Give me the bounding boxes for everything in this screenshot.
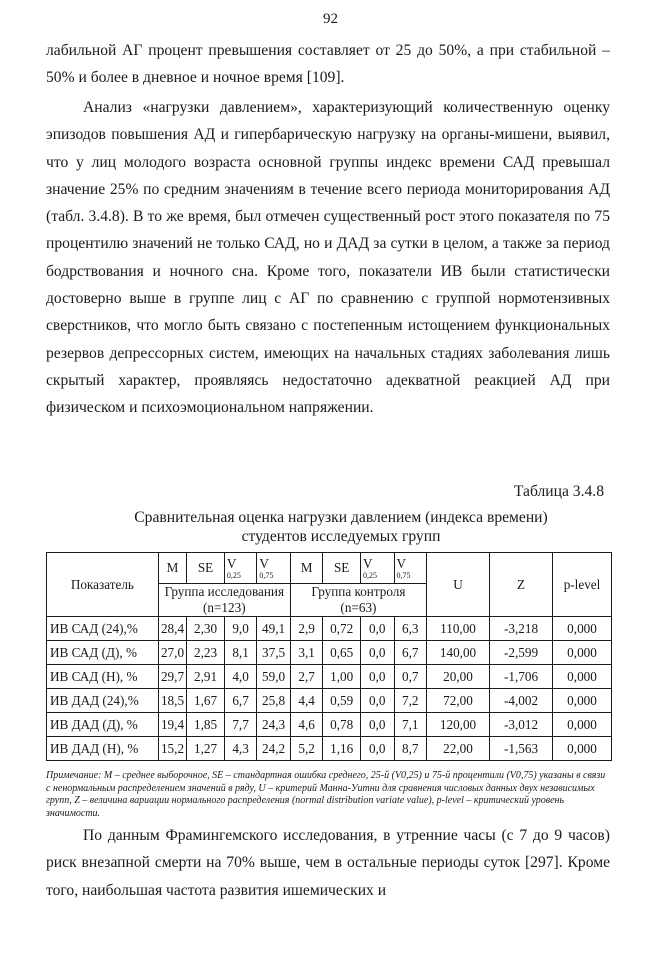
cell-p: 0,000 [553,737,612,761]
cell-m-study: 28,4 [158,617,186,641]
table-label: Таблица 3.4.8 [513,483,604,500]
header-u: U [427,553,490,617]
cell-v75-study: 24,2 [257,737,291,761]
cell-v25-study: 7,7 [224,713,257,737]
cell-se-control: 0,59 [323,689,361,713]
cell-v75-control: 6,3 [394,617,427,641]
v-subscript: 0,25 [362,571,377,580]
row-indicator: ИВ САД (24),% [47,617,159,641]
v-label: V [362,556,373,571]
cell-v25-study: 4,0 [224,665,257,689]
cell-v25-study: 6,7 [224,689,257,713]
cell-m-study: 27,0 [158,641,186,665]
row-indicator: ИВ ДАД (Н), % [47,737,159,761]
header-m-control: M [290,553,323,584]
cell-u: 20,00 [427,665,490,689]
table-row [47,665,612,689]
cell-v75-study: 25,8 [257,689,291,713]
cell-v75-study: 37,5 [257,641,291,665]
cell-v75-control: 7,2 [394,689,427,713]
table-title-line-1: Сравнительная оценка нагрузки давлением (индекса времени) [134,509,548,526]
header-row-1 [47,553,612,584]
cell-se-study: 1,67 [187,689,225,713]
cell-v25-control: 0,0 [360,641,394,665]
cell-m-study: 29,7 [158,665,186,689]
cell-v75-control: 8,7 [394,737,427,761]
row-indicator: ИВ САД (Д), % [47,641,159,665]
cell-v25-control: 0,0 [360,617,394,641]
cell-z: -3,012 [490,713,553,737]
cell-v25-control: 0,0 [360,713,394,737]
cell-se-study: 2,30 [187,617,225,641]
row-indicator: ИВ ДАД (Д), % [47,713,159,737]
paragraph-3: По данным Фрамингемского исследования, в утренние часы (с 7 до 9 часов) риск внезапной смерти на 70% выше, чем в остальные периоды суток [297]. Кроме того, наибольшая частота развития ишемических и [46,827,610,899]
cell-m-study: 15,2 [158,737,186,761]
paragraph-1: лабильной АГ процент превышения составляет от 25 до 50%, а при стабильной – 50% и более в дневное и ночное время [109]. [46,42,610,87]
cell-v25-study: 4,3 [224,737,257,761]
v-subscript: 0,25 [226,571,241,580]
cell-v25-study: 8,1 [224,641,257,665]
cell-v25-control: 0,0 [360,665,394,689]
cell-se-study: 2,23 [187,641,225,665]
cell-z: -3,218 [490,617,553,641]
cell-se-study: 2,91 [187,665,225,689]
cell-v75-study: 24,3 [257,713,291,737]
cell-z: -4,002 [490,689,553,713]
table-row [47,617,612,641]
table-title-line-2: студентов исследуемых групп [241,528,441,545]
cell-u: 140,00 [427,641,490,665]
table-title [46,508,636,546]
v-label: V [396,556,407,571]
cell-se-control: 1,00 [323,665,361,689]
cell-se-study: 1,27 [187,737,225,761]
cell-v75-study: 59,0 [257,665,291,689]
table-row [47,713,612,737]
header-group-study: Группа исследования (n=123) [158,584,290,617]
header-v25-study [224,553,257,584]
header-v75-control [394,553,427,584]
cell-se-study: 1,85 [187,713,225,737]
cell-p: 0,000 [553,617,612,641]
cell-v25-control: 0,0 [360,689,394,713]
table-note: Примечание: M – среднее выборочное, SE – стандартная ошибка среднего, 25-й (V0,25) и 75-й процентили (V0,75) указаны в связи с ненормальным распределением значений в ряду, U – критерий Манна-Уитни для сравнения числовых данных двух независимых групп, Z – величина вариации нормального распределения (normal distribution variate value), p-level – критический уровень значимости. [46,770,606,819]
page-number: 92 [323,11,338,27]
cell-p: 0,000 [553,665,612,689]
cell-m-control: 3,1 [290,641,323,665]
cell-v25-control: 0,0 [360,737,394,761]
cell-se-control: 0,72 [323,617,361,641]
cell-p: 0,000 [553,713,612,737]
cell-m-control: 2,9 [290,617,323,641]
cell-v75-study: 49,1 [257,617,291,641]
row-indicator: ИВ САД (Н), % [47,665,159,689]
cell-u: 22,00 [427,737,490,761]
table-row [47,737,612,761]
v-label: V [259,556,269,571]
header-se-control: SE [323,553,361,584]
cell-m-control: 2,7 [290,665,323,689]
cell-u: 120,00 [427,713,490,737]
cell-p: 0,000 [553,641,612,665]
row-indicator: ИВ ДАД (24),% [47,689,159,713]
table-row [47,689,612,713]
cell-z: -1,563 [490,737,553,761]
header-group-control: Группа контроля (n=63) [290,584,426,617]
cell-se-control: 0,65 [323,641,361,665]
cell-u: 110,00 [427,617,490,641]
v-label: V [226,556,237,571]
cell-se-control: 0,78 [323,713,361,737]
cell-m-study: 19,4 [158,713,186,737]
cell-m-control: 4,6 [290,713,323,737]
cell-u: 72,00 [427,689,490,713]
cell-m-control: 4,4 [290,689,323,713]
header-se-study: SE [187,553,225,584]
cell-z: -1,706 [490,665,553,689]
v-subscript: 0,75 [396,571,411,580]
cell-m-study: 18,5 [158,689,186,713]
cell-v75-control: 6,7 [394,641,427,665]
v-subscript: 0,75 [259,571,274,580]
cell-v25-study: 9,0 [224,617,257,641]
cell-v75-control: 0,7 [394,665,427,689]
header-p-level: p-level [553,553,612,617]
table-row [47,641,612,665]
data-table [46,552,612,761]
header-v75-study [257,553,291,584]
header-v25-control [360,553,394,584]
cell-p: 0,000 [553,689,612,713]
cell-v75-control: 7,1 [394,713,427,737]
cell-z: -2,599 [490,641,553,665]
cell-m-control: 5,2 [290,737,323,761]
header-z: Z [490,553,553,617]
header-indicator: Показатель [47,553,159,617]
header-m-study: M [158,553,186,584]
cell-se-control: 1,16 [323,737,361,761]
paragraph-2: Анализ «нагрузки давлением», характеризующий количественную оценку эпизодов повышения АД и гипербарическую нагрузку на органы-мишени, выявил, что у лиц молодого возраста основной группы индекс времени САД превышал значение 25% по средним значениям в течение всего периода мониторирования АД (табл. 3.4.8). В то же время, был отмечен существенный рост этого показателя по 75 процентилю значений не только САД, но и ДАД за сутки в целом, а также за период бодрствования и ночного сна. Кроме того, показатели ИВ были статистически достоверно выше в группе лиц с АГ по сравнению с группой нормотензивных сверстников, что могло быть связано с постепенным истощением функциональных резервов депрессорных систем, имеющих на начальных стадиях заболевания лишь скрытый характер, проявляясь недостаточно адекватной реакцией АД при физическом и психоэмоциональном напряжении. [46,99,610,417]
